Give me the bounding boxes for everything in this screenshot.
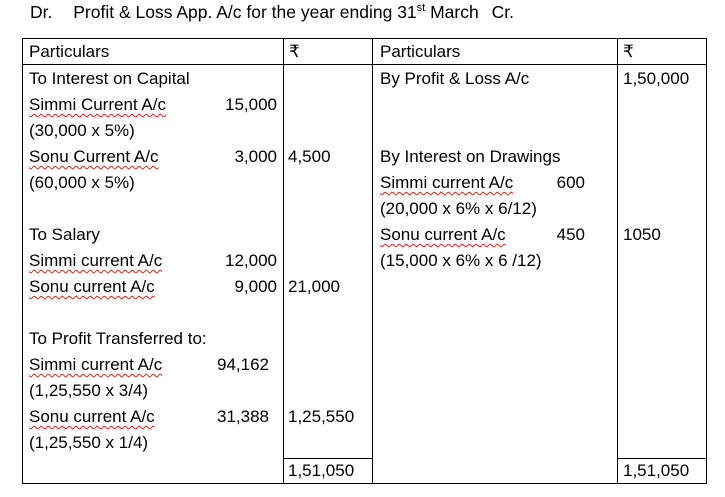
simmi-interest-label: Simmi Current A/c xyxy=(29,95,166,114)
drawings-heading: By Interest on Drawings xyxy=(380,147,561,166)
debit-grand-total: 1,51,050 xyxy=(288,461,355,480)
simmi-profit-calc: (1,25,550 x 3/4) xyxy=(29,381,149,400)
pl-label: By Profit & Loss A/c xyxy=(380,69,530,88)
sonu-drawings-value: 450 xyxy=(556,225,585,244)
salary-total: 21,000 xyxy=(288,277,340,296)
sonu-profit-label: Sonu current A/c xyxy=(29,407,155,426)
profit-total: 1,25,550 xyxy=(288,407,355,426)
simmi-drawings-label: Simmi current A/c xyxy=(380,173,514,192)
ledger-table xyxy=(22,38,707,484)
title-superscript: st xyxy=(416,2,426,15)
simmi-drawings-calc: (20,000 x 6% x 6/12) xyxy=(380,199,537,218)
title-month: March xyxy=(430,2,479,22)
sonu-interest-calc: (60,000 x 5%) xyxy=(29,173,135,192)
sonu-profit-calc: (1,25,550 x 1/4) xyxy=(29,433,149,452)
credit-total-separator xyxy=(617,458,707,459)
debit-particulars-header: Particulars xyxy=(29,42,110,61)
sonu-drawings-calc: (15,000 x 6% x 6 /12) xyxy=(380,251,542,270)
credit-grand-total: 1,51,050 xyxy=(623,461,690,480)
simmi-interest-calc: (30,000 x 5%) xyxy=(29,121,135,140)
dr-label: Dr. xyxy=(30,2,53,22)
simmi-profit-value: 94,162 xyxy=(217,355,269,374)
simmi-drawings-value: 600 xyxy=(556,173,585,192)
column-divider xyxy=(283,39,284,483)
pl-amount: 1,50,000 xyxy=(623,69,690,88)
column-divider xyxy=(617,39,618,483)
sonu-interest-label: Sonu Current A/c xyxy=(29,147,159,166)
ledger-title xyxy=(30,2,514,23)
credit-rupee-header: ₹ xyxy=(623,42,634,61)
sonu-interest-value: 3,000 xyxy=(234,147,277,166)
interest-total: 4,500 xyxy=(288,147,331,166)
title-text: Profit & Loss App. A/c for the year ending 31 xyxy=(73,2,417,22)
cr-label: Cr. xyxy=(491,2,514,22)
credit-particulars-header: Particulars xyxy=(380,42,461,61)
header-separator xyxy=(23,64,706,65)
sonu-profit-value: 31,388 xyxy=(217,407,269,426)
simmi-interest-value: 15,000 xyxy=(225,95,277,114)
drawings-total: 1050 xyxy=(623,225,661,244)
sonu-salary-label: Sonu current A/c xyxy=(29,277,155,296)
simmi-salary-label: Simmi current A/c xyxy=(29,251,163,270)
sonu-drawings-label: Sonu current A/c xyxy=(380,225,506,244)
debit-rupee-header: ₹ xyxy=(289,42,300,61)
column-divider xyxy=(372,39,373,483)
interest-heading: To Interest on Capital xyxy=(29,69,190,88)
debit-total-separator xyxy=(283,458,372,459)
simmi-salary-value: 12,000 xyxy=(225,251,277,270)
salary-heading: To Salary xyxy=(29,225,100,244)
simmi-profit-label: Simmi current A/c xyxy=(29,355,163,374)
sonu-salary-value: 9,000 xyxy=(234,277,277,296)
profit-heading: To Profit Transferred to: xyxy=(29,329,207,348)
